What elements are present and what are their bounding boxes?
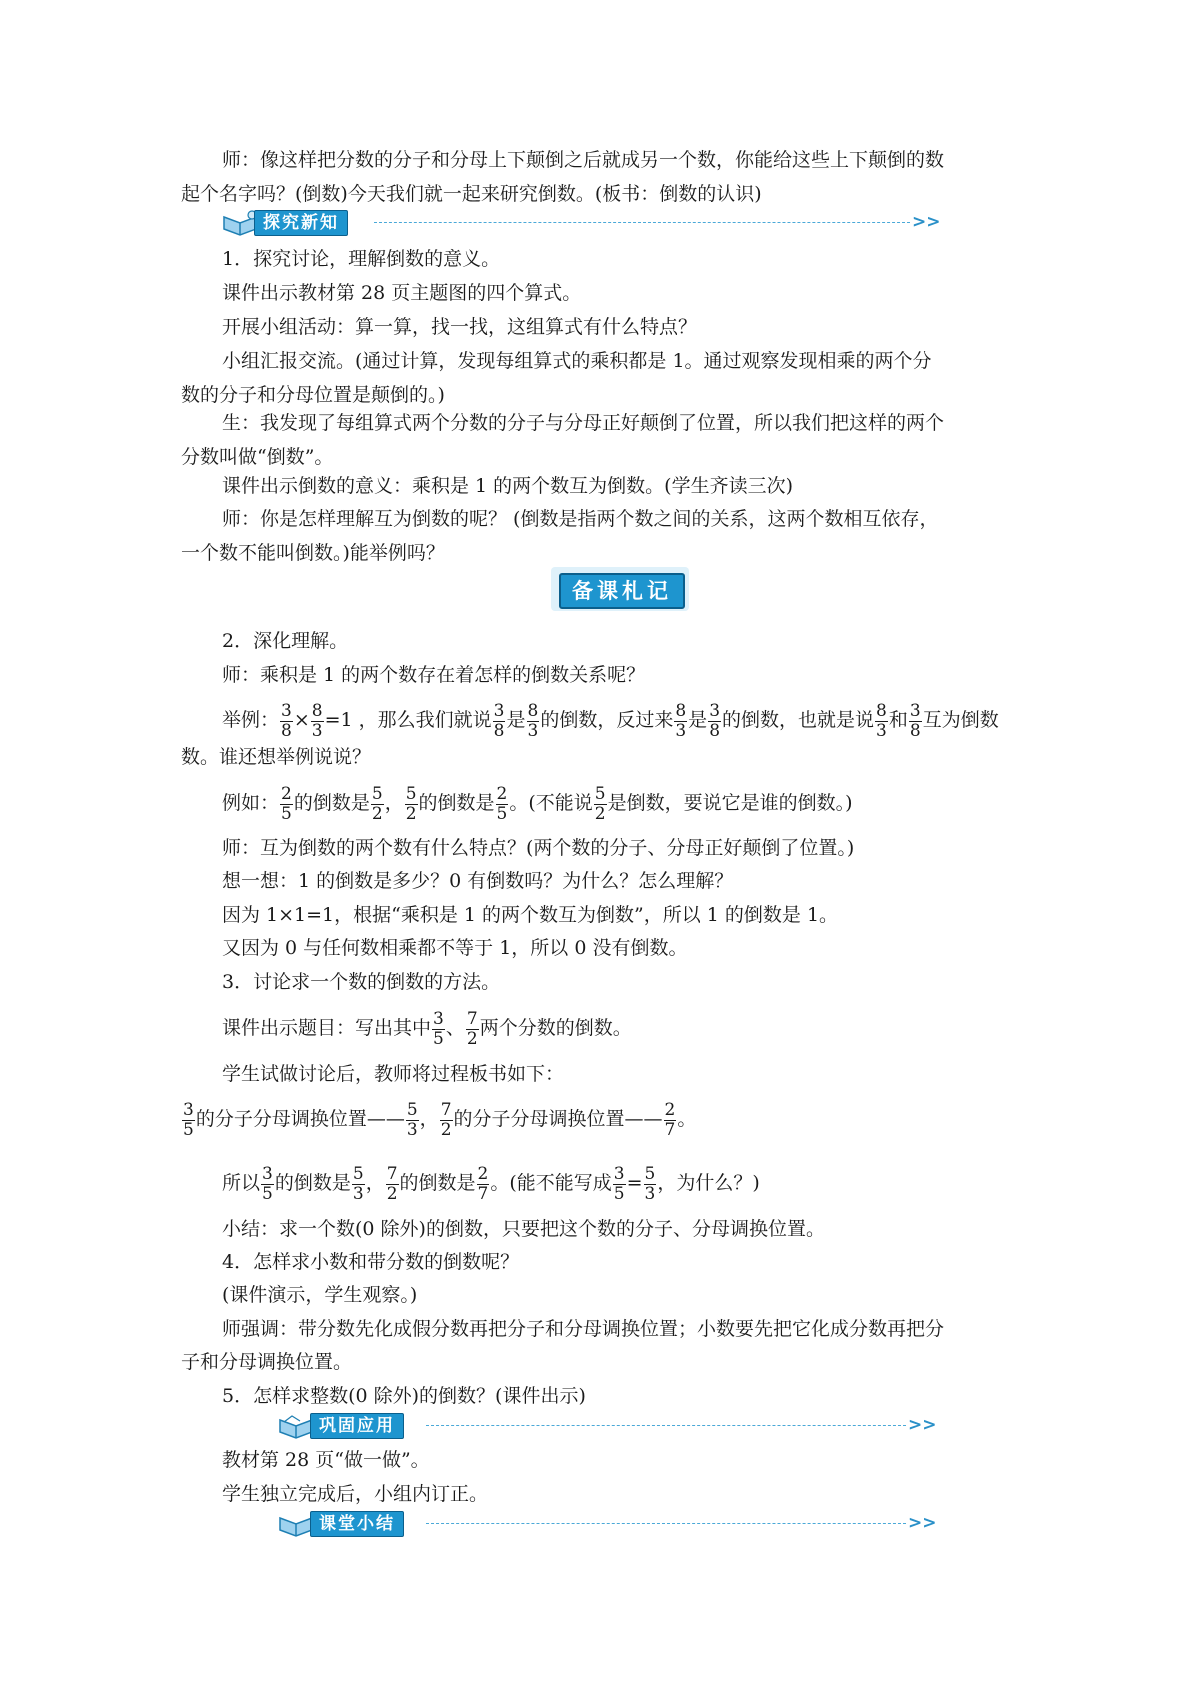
- fraction: $\frac{5}{2}$: [405, 783, 417, 824]
- dashed-divider: [374, 222, 910, 223]
- paragraph: 想一想：1 的倒数是多少？0 有倒数吗？为什么？怎么理解？: [222, 870, 734, 892]
- notes-badge: [551, 567, 689, 611]
- section-header-consolidate: [278, 1410, 958, 1440]
- dashed-divider: [426, 1425, 906, 1426]
- paragraph: 因为 1×1=1，根据“乘积是 1 的两个数互为倒数”，所以 1 的倒数是 1。: [222, 904, 839, 926]
- text: ，: [419, 1108, 439, 1130]
- fraction: $\frac{5}{3}$: [406, 1099, 418, 1140]
- paragraph: 小结：求一个数(0 除外)的倒数，只要把这个数的分子、分母调换位置。: [222, 1218, 825, 1240]
- example-line: [222, 1158, 760, 1208]
- text: 和: [888, 709, 908, 731]
- paragraph: 3．讨论求一个数的倒数的方法。: [222, 971, 501, 993]
- text: ×: [293, 709, 310, 731]
- text: 是: [506, 709, 526, 731]
- fraction: $\frac{5}{2}$: [371, 783, 383, 824]
- paragraph: 5．怎样求整数(0 除外)的倒数？(课件出示): [222, 1385, 586, 1407]
- section-title: 课堂小结: [310, 1511, 404, 1537]
- fraction: $\frac{3}{5}$: [262, 1163, 273, 1204]
- text: 的倒数，也就是说: [722, 709, 875, 731]
- text: 两个分数的倒数。: [479, 1017, 632, 1039]
- text: 。: [677, 1108, 697, 1130]
- paragraph: 开展小组活动：算一算，找一找，这组算式有什么特点？: [222, 316, 698, 338]
- text: 例如：: [222, 792, 280, 814]
- text: 的分子分母调换位置——: [195, 1108, 405, 1130]
- fraction: $\frac{5}{3}$: [352, 1163, 364, 1204]
- section-title: 巩固应用: [310, 1413, 404, 1439]
- paragraph: 数的分子和分母位置是颠倒的。): [181, 384, 445, 406]
- fraction: $\frac{8}{3}$: [675, 700, 687, 741]
- paragraph: 一个数不能叫倒数。)能举例吗？: [181, 542, 445, 564]
- dashed-divider: [426, 1523, 906, 1524]
- section-header-explore: [222, 207, 941, 237]
- fraction: $\frac{3}{5}$: [183, 1099, 194, 1140]
- example-line: [222, 1003, 632, 1053]
- paragraph: 2．深化理解。: [222, 630, 349, 652]
- text: ，: [365, 1172, 385, 1194]
- fraction: $\frac{8}{3}$: [876, 700, 887, 741]
- paragraph: 1．探究讨论，理解倒数的意义。: [222, 248, 501, 270]
- paragraph: 分数叫做“倒数”。: [181, 446, 334, 468]
- paragraph: 教材第 28 页“做一做”。: [222, 1449, 430, 1471]
- text: 的倒数是: [293, 792, 370, 814]
- paragraph: 学生试做讨论后，教师将过程板书如下：: [222, 1063, 565, 1085]
- text: 。(不能说: [509, 792, 593, 814]
- paragraph: 起个名字吗？(倒数)今天我们就一起来研究倒数。(板书：倒数的认识): [181, 183, 762, 205]
- text: 课件出示题目：写出其中: [222, 1017, 432, 1039]
- text: ，: [384, 792, 404, 814]
- text: 的倒数是: [274, 1172, 351, 1194]
- paragraph: 师：互为倒数的两个数有什么特点？(两个数的分子、分母正好颠倒了位置。): [222, 837, 855, 859]
- example-line: [222, 695, 999, 745]
- text: ，为什么？): [657, 1172, 760, 1194]
- fraction: $\frac{2}{5}$: [496, 783, 508, 824]
- fraction: $\frac{7}{2}$: [466, 1008, 478, 1049]
- paragraph: 师：乘积是 1 的两个数存在着怎样的倒数关系呢？: [222, 664, 646, 686]
- text: 的倒数是: [399, 1172, 476, 1194]
- text: 的倒数，反过来: [540, 709, 674, 731]
- paragraph: 师：你是怎样理解互为倒数的呢？ (倒数是指两个数之间的关系，这两个数相互依存，: [222, 508, 939, 530]
- section-header-summary: [278, 1508, 958, 1538]
- paragraph: 课件出示教材第 28 页主题图的四个算式。: [222, 282, 582, 304]
- paragraph: 师强调：带分数先化成假分数再把分子和分母调换位置；小数要先把它化成分数再把分: [222, 1318, 945, 1340]
- fraction: $\frac{3}{5}$: [613, 1163, 625, 1204]
- example-line: [181, 1094, 696, 1144]
- double-arrow-icon: >>: [908, 1513, 937, 1533]
- fraction: $\frac{3}{8}$: [909, 700, 921, 741]
- text: 。(能不能写成: [490, 1172, 612, 1194]
- fraction: $\frac{7}{2}$: [440, 1099, 452, 1140]
- double-arrow-icon: >>: [912, 212, 941, 232]
- fraction: $\frac{2}{7}$: [664, 1099, 676, 1140]
- section-title: 探究新知: [254, 210, 348, 236]
- fraction: $\frac{2}{7}$: [477, 1163, 489, 1204]
- text: =1 ，那么我们就说: [324, 709, 492, 731]
- text: 互为倒数: [922, 709, 999, 731]
- paragraph: 数。谁还想举例说说？: [181, 746, 372, 768]
- fraction: $\frac{3}{8}$: [709, 700, 721, 741]
- paragraph: 又因为 0 与任何数相乘都不等于 1，所以 0 没有倒数。: [222, 937, 688, 959]
- paragraph: 课件出示倒数的意义：乘积是 1 的两个数互为倒数。(学生齐读三次): [222, 475, 793, 497]
- text: 、: [445, 1017, 465, 1039]
- text: 举例：: [222, 709, 280, 731]
- fraction: $\frac{5}{2}$: [594, 783, 606, 824]
- fraction: $\frac{7}{2}$: [386, 1163, 398, 1204]
- paragraph: (课件演示，学生观察。): [222, 1284, 418, 1306]
- fraction: $\frac{8}{3}$: [311, 700, 323, 741]
- text: 是: [688, 709, 708, 731]
- example-line: [222, 778, 853, 828]
- fraction: $\frac{3}{8}$: [493, 700, 505, 741]
- text: 是倒数，要说它是谁的倒数。): [607, 792, 853, 814]
- paragraph: 4．怎样求小数和带分数的倒数呢？: [222, 1251, 520, 1273]
- fraction: $\frac{3}{8}$: [281, 700, 292, 741]
- fraction: $\frac{3}{5}$: [433, 1008, 444, 1049]
- fraction: $\frac{8}{3}$: [527, 700, 539, 741]
- paragraph: 小组汇报交流。(通过计算，发现每组算式的乘积都是 1。通过观察发现相乘的两个分: [222, 350, 932, 372]
- paragraph: 学生独立完成后，小组内订正。: [222, 1483, 489, 1505]
- paragraph: 生：我发现了每组算式两个分数的分子与分母正好颠倒了位置，所以我们把这样的两个: [222, 412, 945, 434]
- double-arrow-icon: >>: [908, 1415, 937, 1435]
- paragraph: 师：像这样把分数的分子和分母上下颠倒之后就成另一个数，你能给这些上下颠倒的数: [222, 149, 945, 171]
- text: 的分子分母调换位置——: [453, 1108, 663, 1130]
- text: 的倒数是: [418, 792, 495, 814]
- fraction: $\frac{5}{3}$: [644, 1163, 656, 1204]
- text: =: [626, 1172, 643, 1194]
- notes-badge-label: 备课札记: [559, 573, 685, 609]
- fraction: $\frac{2}{5}$: [281, 783, 292, 824]
- paragraph: 子和分母调换位置。: [181, 1351, 353, 1373]
- text: 所以: [222, 1172, 261, 1194]
